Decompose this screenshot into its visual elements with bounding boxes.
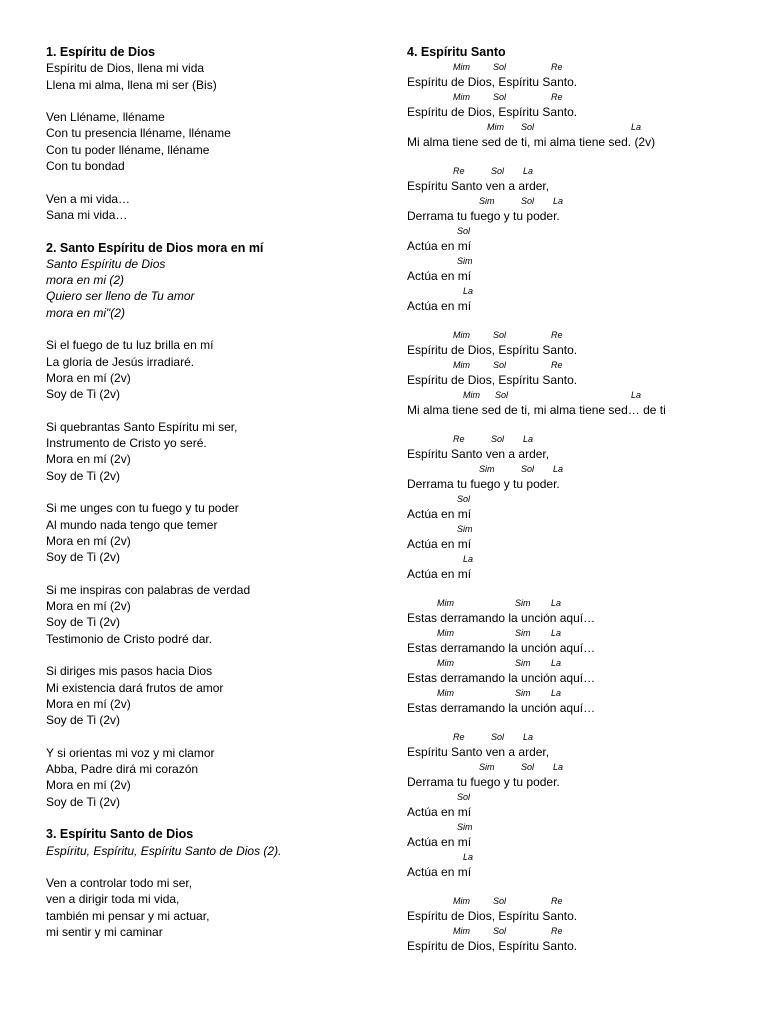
lyric-line: Actúa en mí [407, 269, 472, 283]
lyric-line: Ven a controlar todo mi ser, [46, 876, 193, 891]
chord-line [407, 850, 752, 864]
lyric-line: Ven Lléname, lléname [46, 110, 165, 125]
chord-symbol: Sim [515, 688, 531, 698]
lyric-line: Soy de Ti (2v) [46, 615, 121, 630]
chord-line [407, 656, 752, 670]
chord-symbol: La [523, 166, 534, 176]
chord-symbol: Sol [493, 62, 507, 72]
chord-symbol: Re [453, 434, 465, 444]
lyric-line: mora en mi"(2) [46, 305, 125, 320]
song-title: 4. Espíritu Santo [407, 45, 506, 59]
chord-symbol: Mim [437, 658, 454, 668]
chord-line [407, 790, 752, 804]
chord-symbol: Sol [493, 896, 507, 906]
song-title: 2. Santo Espíritu de Dios mora en mí [46, 240, 264, 255]
chord-line [407, 120, 752, 134]
lyric-line: Mora en mí (2v) [46, 778, 131, 793]
lyric-line: Derrama tu fuego y tu poder. [407, 209, 560, 223]
lyric-line: Mora en mí (2v) [46, 452, 131, 467]
lyric-line: Si el fuego de tu luz brilla en mí [46, 338, 214, 353]
chord-symbol: Mim [437, 598, 454, 608]
chord-symbol: Mim [453, 92, 470, 102]
lyric-line: Actúa en mí [407, 567, 472, 581]
lyric-line: Con tu presencia lléname, lléname [46, 126, 231, 141]
chord-symbol: La [553, 196, 564, 206]
chord-symbol: Sol [491, 434, 505, 444]
left-column [46, 44, 376, 940]
chord-symbol: Sol [495, 390, 509, 400]
lyric-line: ven a dirigir toda mi vida, [46, 892, 180, 907]
blank-line [46, 566, 376, 582]
lyric-line: Instrumento de Cristo yo seré. [46, 436, 207, 451]
lyric-line: Espíritu de Dios, Espíritu Santo. [407, 373, 578, 387]
lyric-line: Espíritu de Dios, llena mi vida [46, 61, 205, 76]
chord-line [407, 820, 752, 834]
chord-symbol: Mim [437, 688, 454, 698]
song-title: 3. Espíritu Santo de Dios [46, 827, 194, 842]
blank-line [46, 174, 376, 190]
right-column [407, 45, 752, 954]
lyric-line: Soy de Ti (2v) [46, 550, 121, 565]
chord-symbol: Sol [491, 166, 505, 176]
chord-symbol: La [523, 732, 534, 742]
lyric-line: Soy de Ti (2v) [46, 713, 121, 728]
chord-symbol: Sol [493, 926, 507, 936]
chord-symbol: Mim [463, 390, 480, 400]
chord-symbol: Sol [521, 762, 535, 772]
chord-symbol: Mim [453, 360, 470, 370]
chord-line [407, 432, 752, 446]
chord-line [407, 90, 752, 104]
lyric-line: Actúa en mí [407, 507, 472, 521]
chord-line [407, 164, 752, 178]
chord-line [407, 894, 752, 908]
lyric-line: La gloria de Jesús irradiaré. [46, 354, 195, 369]
blank-line [407, 582, 752, 596]
chord-symbol: Re [453, 166, 465, 176]
lyric-line: Espíritu de Dios, Espíritu Santo. [407, 105, 578, 119]
lyric-line: Espíritu de Dios, Espíritu Santo. [407, 909, 578, 923]
lyric-line: Si quebrantas Santo Espíritu mi ser, [46, 419, 238, 434]
lyric-line: Actúa en mí [407, 239, 472, 253]
chord-symbol: Re [551, 360, 563, 370]
chord-symbol: Mim [453, 330, 470, 340]
chord-symbol: Mim [437, 628, 454, 638]
lyric-line: Soy de Ti (2v) [46, 468, 121, 483]
lyric-line: Con tu poder lléname, lléname [46, 142, 210, 157]
lyric-line: Espíritu Santo ven a arder, [407, 447, 550, 461]
chord-symbol: Re [551, 896, 563, 906]
chord-symbol: Re [453, 732, 465, 742]
blank-line [407, 314, 752, 328]
chord-symbol: Sim [479, 762, 495, 772]
chord-symbol: Mim [487, 122, 504, 132]
chord-symbol: La [463, 286, 474, 296]
chord-symbol: Sol [457, 494, 471, 504]
lyric-line: Derrama tu fuego y tu poder. [407, 477, 560, 491]
lyric-line: Santo Espíritu de Dios [46, 256, 166, 271]
chord-symbol: Sim [457, 822, 473, 832]
lyric-line: Abba, Padre dirá mi corazón [46, 762, 199, 777]
lyric-line: Sana mi vida… [46, 207, 128, 222]
lyric-line: Espíritu Santo ven a arder, [407, 745, 550, 759]
lyric-line: Actúa en mí [407, 299, 472, 313]
chord-symbol: Re [551, 330, 563, 340]
chord-line [407, 626, 752, 640]
lyric-line: Al mundo nada tengo que temer [46, 517, 218, 532]
blank-line [407, 418, 752, 432]
chord-symbol: Sol [493, 360, 507, 370]
lyric-line: Mi alma tiene sed de ti, mi alma tiene sed. (2v) [407, 135, 656, 149]
lyric-line: Mora en mí (2v) [46, 696, 131, 711]
chord-symbol: Sol [521, 196, 535, 206]
chord-symbol: La [631, 390, 642, 400]
lyric-line: Actúa en mí [407, 537, 472, 551]
blank-line [46, 223, 376, 239]
lyric-line: Estas derramando la unción aquí… [407, 701, 596, 715]
chord-line [407, 358, 752, 372]
chord-symbol: Sol [493, 330, 507, 340]
chord-symbol: La [551, 658, 562, 668]
chord-symbol: Re [551, 62, 563, 72]
blank-line [407, 150, 752, 164]
lyric-line: mora en mi (2) [46, 273, 125, 288]
chord-line [407, 492, 752, 506]
chord-line [407, 194, 752, 208]
chord-line [407, 522, 752, 536]
chord-symbol: Mim [453, 896, 470, 906]
chord-symbol: Re [551, 92, 563, 102]
chord-symbol: La [551, 598, 562, 608]
blank-line [407, 716, 752, 730]
chord-symbol: Sol [457, 792, 471, 802]
chord-symbol: Re [551, 926, 563, 936]
lyric-line: Estas derramando la unción aquí… [407, 641, 596, 655]
chord-line [407, 760, 752, 774]
lyric-line: Actúa en mí [407, 865, 472, 879]
lyric-line: Estas derramando la unción aquí… [407, 671, 596, 685]
chord-symbol: Sol [457, 226, 471, 236]
chord-symbol: La [463, 852, 474, 862]
chord-symbol: Sol [521, 464, 535, 474]
lyric-line: mi sentir y mi caminar [46, 925, 163, 940]
chord-symbol: Sol [493, 92, 507, 102]
chord-symbol: Mim [453, 62, 470, 72]
chord-symbol: La [523, 434, 534, 444]
lyric-line: Mora en mí (2v) [46, 533, 131, 548]
chord-line [407, 462, 752, 476]
chord-symbol: Sim [515, 598, 531, 608]
lyric-line: Ven a mi vida… [46, 191, 131, 206]
lyric-line: Espíritu de Dios, Espíritu Santo. [407, 75, 578, 89]
chord-symbol: Sol [491, 732, 505, 742]
chord-symbol: Sim [479, 464, 495, 474]
chord-symbol: La [631, 122, 642, 132]
blank-line [46, 484, 376, 500]
chord-symbol: Sim [479, 196, 495, 206]
lyric-line: Si me inspiras con palabras de verdad [46, 582, 251, 597]
chord-symbol: Sol [521, 122, 535, 132]
lyric-line: Soy de Ti (2v) [46, 794, 121, 809]
lyric-line: Derrama tu fuego y tu poder. [407, 775, 560, 789]
blank-line [407, 880, 752, 894]
chord-symbol: La [551, 628, 562, 638]
lyric-line: Testimonio de Cristo podré dar. [46, 631, 213, 646]
lyric-line: Espíritu de Dios, Espíritu Santo. [407, 343, 578, 357]
lyric-line: Si me unges con tu fuego y tu poder [46, 501, 239, 516]
lyric-line: Con tu bondad [46, 159, 125, 174]
lyric-line: Mi alma tiene sed de ti, mi alma tiene sed… de ti [407, 403, 666, 417]
lyric-line: también mi pensar y mi actuar, [46, 908, 210, 923]
lyric-line: Mora en mí (2v) [46, 599, 131, 614]
chord-symbol: La [551, 688, 562, 698]
blank-line [46, 93, 376, 109]
lyric-line: Estas derramando la unción aquí… [407, 611, 596, 625]
chord-line [407, 328, 752, 342]
lyric-line: Espíritu de Dios, Espíritu Santo. [407, 939, 578, 953]
lyric-line: Y si orientas mi voz y mi clamor [46, 745, 215, 760]
chord-line [407, 388, 752, 402]
chord-line [407, 924, 752, 938]
lyric-line: Actúa en mí [407, 805, 472, 819]
chord-line [407, 552, 752, 566]
chord-line [407, 254, 752, 268]
blank-line [46, 859, 376, 875]
chord-symbol: Sim [515, 628, 531, 638]
chord-line [407, 730, 752, 744]
blank-line [46, 321, 376, 337]
blank-line [46, 728, 376, 744]
chord-line [407, 60, 752, 74]
chord-symbol: Mim [453, 926, 470, 936]
blank-line [46, 810, 376, 826]
lyric-line: Mora en mí (2v) [46, 370, 131, 385]
lyric-line: Mi existencia dará frutos de amor [46, 680, 224, 695]
blank-line [46, 647, 376, 663]
chord-line [407, 224, 752, 238]
chord-symbol: Sim [457, 256, 473, 266]
blank-line [46, 403, 376, 419]
lyric-line: Quiero ser lleno de Tu amor [46, 289, 195, 304]
lyric-line: Si diriges mis pasos hacia Dios [46, 664, 213, 679]
lyric-line: Llena mi alma, llena mi ser (Bis) [46, 77, 217, 92]
chord-symbol: Sim [457, 524, 473, 534]
chord-symbol: La [463, 554, 474, 564]
lyric-line: Soy de Ti (2v) [46, 387, 121, 402]
lyric-line: Actúa en mí [407, 835, 472, 849]
lyric-line: Espíritu Santo ven a arder, [407, 179, 550, 193]
lyric-line: Espíritu, Espíritu, Espíritu Santo de Dios (2). [46, 843, 282, 858]
chord-symbol: Sim [515, 658, 531, 668]
chord-line [407, 686, 752, 700]
chord-symbol: La [553, 464, 564, 474]
chord-line [407, 284, 752, 298]
song-title: 1. Espíritu de Dios [46, 45, 156, 59]
chord-symbol: La [553, 762, 564, 772]
chord-line [407, 596, 752, 610]
